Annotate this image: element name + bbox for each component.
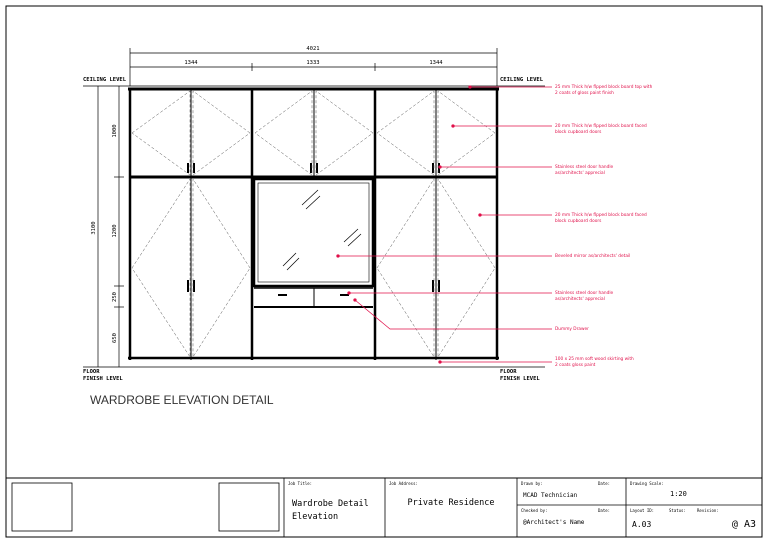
drawn-by-label: Drawn by: (521, 481, 543, 486)
dim-overall-width: 4021 (306, 46, 320, 52)
drawing-title: WARDROBE ELEVATION DETAIL (90, 393, 274, 407)
annotation-5-line1: Beveled mirror as/architects' detail (555, 254, 631, 259)
logo-box-right (219, 483, 279, 531)
floor-level-left-1: FLOOR (83, 369, 100, 375)
revision-label: Revision: (697, 508, 719, 513)
annotation-1-line1: 25 mm Thick h/w flpped block board top with (555, 85, 653, 90)
annotation-2-line2: block cupboard doors (555, 130, 602, 135)
dim-left-width: 1344 (184, 60, 198, 66)
title-block-text (288, 481, 756, 530)
annotation-4-line2: block cupboard doors (555, 219, 602, 224)
dimension-lines (98, 48, 497, 367)
dim-right-width: 1344 (429, 60, 443, 66)
ceiling-level-right: CEILING LEVEL (500, 77, 544, 83)
layout-id: A.03 (632, 520, 652, 529)
job-address: Private Residence (407, 498, 495, 508)
scale-label: Drawing Scale: (630, 481, 664, 486)
annotation-texts (555, 84, 653, 368)
status-label: Status: (669, 508, 686, 513)
job-title-label: Job Title: (288, 481, 313, 486)
sheet-size: @ A3 (731, 519, 756, 530)
annotation-3-line1: Stainless steel door handle (555, 165, 614, 170)
annotation-8-line1: 100 x 25 mm soft wood skirting with (555, 357, 634, 362)
wardrobe-elevation (83, 86, 545, 367)
date-label-2: Date: (598, 508, 611, 513)
scale-value: 1:20 (670, 490, 687, 498)
dim-overall-height: 3100 (91, 221, 97, 235)
ceiling-level-left: CEILING LEVEL (83, 77, 127, 83)
layout-label: Layout ID: (630, 508, 655, 513)
dim-center-width: 1333 (306, 60, 320, 66)
job-title-line1: Wardrobe Detail (292, 499, 369, 509)
dim-drawer-height: 250 (112, 292, 118, 302)
date-label-1: Date: (598, 481, 611, 486)
annotation-2-line1: 20 mm Thick h/w flpped block board faced (555, 124, 647, 129)
annotation-6-line1: Stainless steel door handle (555, 291, 614, 296)
dim-upper-height: 1000 (112, 124, 118, 138)
annotation-6-line2: as/architects' apprecial (555, 297, 605, 302)
annotation-7-line1: Dummy Drawer (555, 327, 589, 332)
checked-by-label: Checked by: (521, 508, 548, 513)
floor-level-right-2: FINISH LEVEL (500, 376, 540, 382)
checked-by: @Architect's Name (523, 519, 585, 526)
drawn-by: MCAD Technician (523, 492, 578, 499)
dim-base-height: 650 (112, 333, 118, 343)
floor-level-left-2: FINISH LEVEL (83, 376, 123, 382)
floor-level-right-1: FLOOR (500, 369, 517, 375)
job-address-label: Job Address: (389, 481, 418, 486)
annotation-1-line2: 2 coats of gloss paint finish (555, 91, 614, 96)
annotation-4-line1: 20 mm Thick h/w flpped block board faced (555, 213, 647, 218)
annotation-3-line2: as/architects' apprecial (555, 171, 605, 176)
logo-box-left (12, 483, 72, 531)
annotation-8-line2: 2 coats gloss paint (555, 363, 596, 368)
dim-mid-height: 1200 (112, 224, 118, 238)
job-title-line2: Elevation (292, 512, 339, 522)
